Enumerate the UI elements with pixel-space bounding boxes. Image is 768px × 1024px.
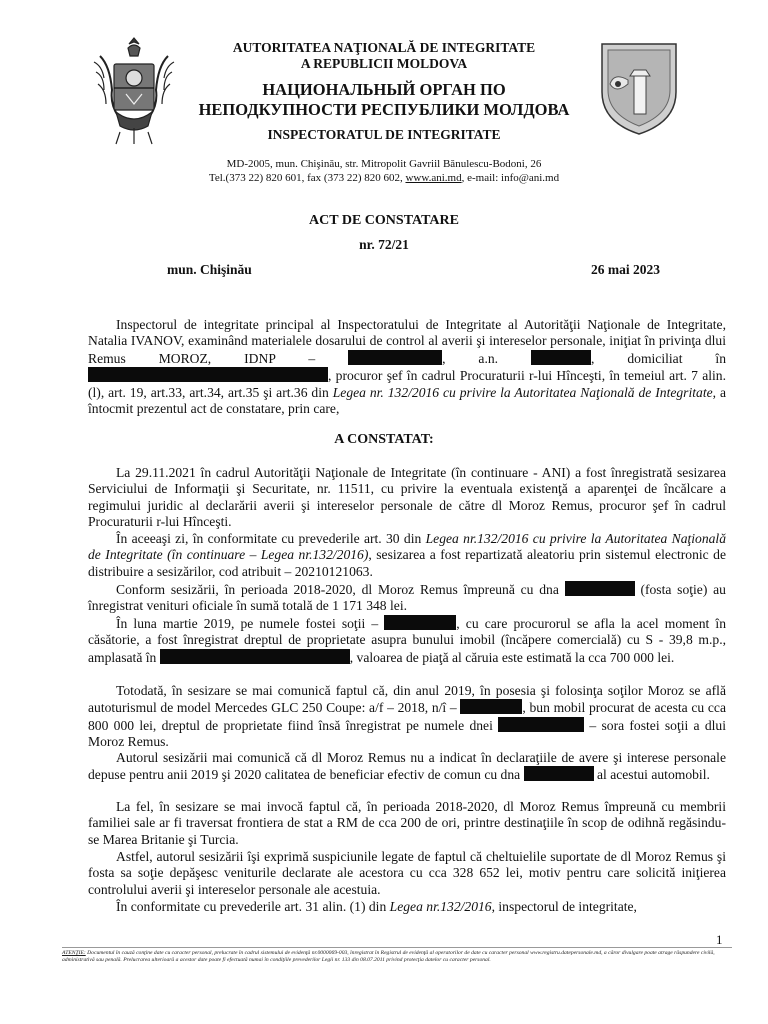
paragraph-1: La 29.11.2021 în cadrul Autorităţii Naţionale de Integritate (în continuare - ANI) a fost înregistrată sesizarea Serviciului de Informaţii şi Securitate, nr. 11511, cu privire la eventuala existenţă a aparenţei de încălcare a regimului juridic al declarării averii şi intereselor personale de către dl Moroz Remus, procuror şef în cadrul Procuraturii r-lui Hînceşti. bbox=[88, 465, 726, 530]
intro-paragraph bbox=[88, 317, 726, 417]
p9-text-b: , inspectorul de integritate, bbox=[491, 899, 637, 914]
redaction-idnp bbox=[348, 350, 442, 365]
paragraph-7: La fel, în sesizare se mai invocă faptul că, în perioada 2018-2020, dl Moroz Remus împreună cu membrii familiei sale ar fi traversat frontiera de stat a RM de cca 200 de ori, printre destinaţiile în scop de odihnă regăsindu-se Marea Britanie şi Turcia. bbox=[88, 799, 726, 847]
redaction-address bbox=[88, 367, 328, 382]
p2-text-b: , sesizarea a fost repartizată aleatoriu prin sistemul electronic de distribuire a sesizărilor, cod atribuit – 20210121063. bbox=[88, 547, 726, 579]
p6-text-a: Autorul sesizării mai comunică că dl Moroz Remus nu a indicat în declaraţiile de avere şi interese personale depuse pentru anii 2019 şi 2020 calitatea de beneficiar efectiv de comun cu dna bbox=[88, 750, 726, 783]
p2-text-a: În aceeaşi zi, în conformitate cu prevederile art. 30 din bbox=[116, 531, 426, 546]
redaction-vin bbox=[460, 699, 522, 714]
paragraph-3 bbox=[88, 581, 726, 615]
p4-text-a: În luna martie 2019, pe numele fostei soţii – bbox=[116, 616, 385, 631]
institution-line-2: A REPUBLICII MOLDOVA bbox=[300, 56, 468, 71]
redaction-birth-year bbox=[531, 350, 591, 365]
contact-email: , e-mail: info@ani.md bbox=[461, 172, 560, 184]
footnote-label: ATENŢIE: bbox=[62, 950, 86, 956]
document-number: nr. 72/21 bbox=[359, 237, 409, 252]
redaction-property-address bbox=[160, 649, 350, 664]
ani-logo-icon bbox=[598, 40, 680, 138]
redaction-co-owner-name bbox=[524, 766, 594, 781]
intro-text-c: , domiciliat în bbox=[591, 350, 727, 366]
address-line: MD-2005, mun. Chişinău, str. Mitropolit Gavriil Bănulescu-Bodoni, 26 bbox=[226, 158, 542, 170]
p3-text-a: Conform sesizării, în perioada 2018-2020, dl Moroz Remus împreună cu dna bbox=[116, 582, 565, 597]
contact-line bbox=[150, 172, 618, 184]
p9-law-reference: Legea nr.132/2016 bbox=[389, 899, 492, 914]
p6-text-b: al acestui automobil. bbox=[593, 767, 710, 783]
p2-law-reference: Legea nr.132/2016 cu privire la Autoritatea Naţională de Integritate (în continuare – Legea nr.132/2016) bbox=[88, 531, 727, 563]
paragraph-9 bbox=[88, 899, 726, 915]
intro-text-e: , a întocmit prezentul act de constatare, prin care, bbox=[88, 384, 726, 417]
intro-text-b: , a.n. bbox=[442, 350, 532, 366]
institution-name-ru bbox=[180, 80, 588, 120]
institution-ru-line-2: НЕПОДКУПНОСТИ РЕСПУБЛИКИ МОЛДОВА bbox=[198, 100, 570, 119]
paragraph-8: Astfel, autorul sesizării îşi exprimă suspiciunile legate de faptul că cheltuielile suportate de dl Moroz Remus şi fosta sa soţie depăşesc veniturile declarate ale acestora cu cca 328 652 lei, motiv pentru care solicită iniţierea controlului averii şi intereselor personale ale acestuia. bbox=[88, 849, 726, 897]
p3-text-b: (fosta soţie) au înregistrat venituri oficiale în sumă totală de 1 171 348 lei. bbox=[88, 582, 726, 614]
p5-text-a: Totodată, în sesizare se mai comunică faptul că, din anul 2019, în posesia şi folosinţa soţilor Moroz se află autoturismul de model Mercedes GLC 250 Coupe: a/f – 2018, n/î – bbox=[88, 683, 726, 716]
constatat-heading: A CONSTATAT: bbox=[334, 432, 434, 447]
document-title: ACT DE CONSTATARE bbox=[309, 213, 459, 228]
page-number: 1 bbox=[716, 932, 723, 947]
p4-text-c: , valoarea de piaţă al căruia este estimată la cca 700 000 lei. bbox=[349, 649, 675, 665]
inspectorate-name: INSPECTORATUL DE INTEGRITATE bbox=[267, 127, 501, 142]
p9-text-a: În conformitate cu prevederile art. 31 alin. (1) din bbox=[116, 899, 390, 914]
website-link[interactable]: www.ani.md bbox=[405, 172, 462, 184]
paragraph-6 bbox=[88, 750, 726, 784]
intro-text-d: , procuror şef în cadrul Procuraturii r-lui Hînceşti, în temeiul art. 7 alin. (l), art. 19, art.33, art.34, art.35 şi art.36 din bbox=[88, 368, 726, 400]
p5-text-b: , bun mobil procurat de acesta cu cca 800 000 lei, dreptul de proprietate fiind însă înregistrat pe numele dnei bbox=[88, 700, 726, 733]
redaction-ex-wife-name bbox=[565, 581, 635, 596]
footnote-divider bbox=[62, 947, 732, 948]
p4-text-b: , cu care procurorul se afla la acel moment în căsătorie, a fost înregistrat dreptul de proprietate asupra bunului imobil (încăpere comercială) cu S - 39,8 m.p., amplasată în bbox=[88, 616, 726, 665]
paragraph-5 bbox=[88, 683, 726, 751]
date: 26 mai 2023 bbox=[591, 262, 660, 277]
intro-text-a: Inspectorul de integritate principal al Inspectoratului de Integritate al Autorităţii Naţionale de Integritate, Natalia IVANOV, examinând materialele dosarului de control al averii şi intereselor personale, iniţiat în privinţa dlui Remus MOROZ, IDNP – bbox=[88, 317, 726, 366]
moldova-coat-of-arms-icon bbox=[90, 32, 178, 150]
redaction-sister-name bbox=[498, 717, 584, 732]
paragraph-4 bbox=[88, 615, 726, 666]
footnote-warning bbox=[62, 950, 732, 964]
redaction-ex-wife-name-2 bbox=[384, 615, 456, 630]
institution-name-ro bbox=[180, 40, 588, 72]
intro-law-reference: Legea nr. 132/2016 cu privire la Autoritatea Naţională de Integritate bbox=[332, 384, 713, 400]
footnote-text: Documentul în cauză conţine date cu caracter personal, prelucrate în cadrul sistemului de evidenţă nr.0000069-003, înregistrat în Registrul de evidenţă al operatorilor de date cu caracter personal www.registru.datepersonale.md, a căror divulgare poate atrage răspundere civilă, administrativă sau penală. Prelucrarea ulterioară a acestor date poate fi efectuată numai în condiţiile prevederilor Legii nr. 133 din 08.07.2011 privind protecţia datelor cu caracter personal. bbox=[62, 950, 715, 963]
institution-ru-line-1: НАЦИОНАЛЬНЫЙ ОРГАН ПО bbox=[262, 80, 506, 99]
contact-phone-fax: Tel.(373 22) 820 601, fax (373 22) 820 602, bbox=[208, 172, 406, 184]
place: mun. Chişinău bbox=[167, 262, 252, 277]
paragraph-2 bbox=[88, 531, 726, 580]
institution-line-1: AUTORITATEA NAŢIONALĂ DE INTEGRITATE bbox=[232, 40, 536, 55]
p5-text-c: – sora fostei soţii a dlui Moroz Remus. bbox=[88, 717, 726, 750]
